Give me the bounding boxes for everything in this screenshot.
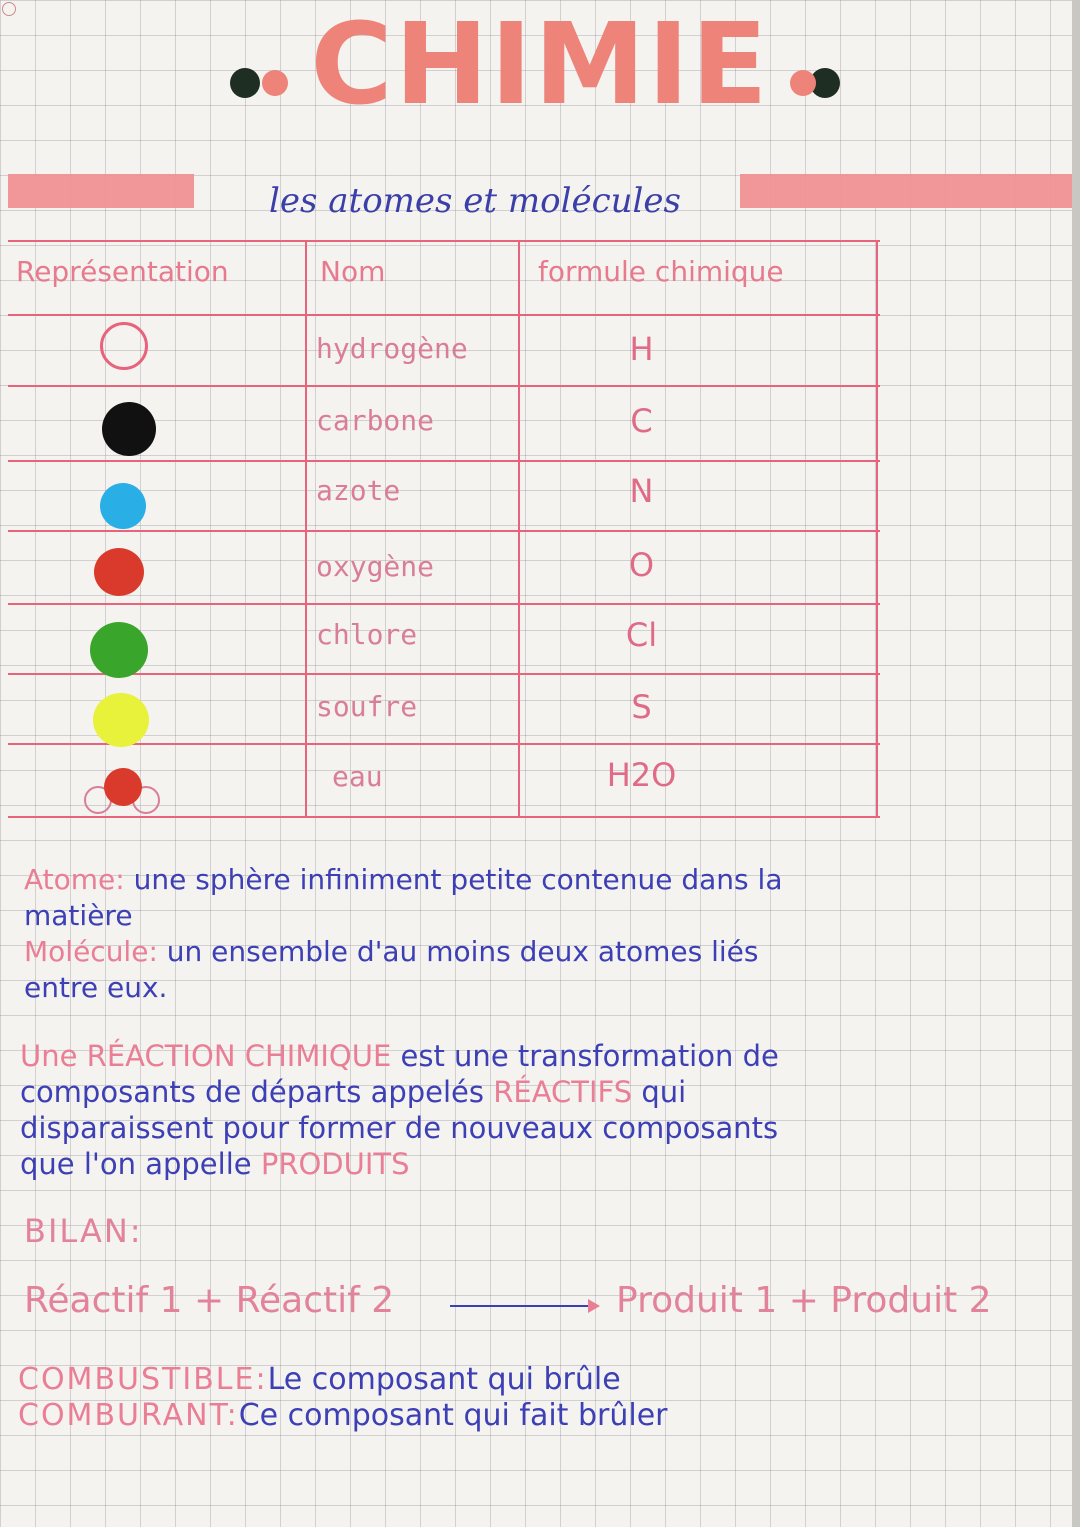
table-border-row <box>8 743 880 745</box>
table-border-row <box>8 460 880 462</box>
equation-reactants: Réactif 1 + Réactif 2 <box>24 1280 395 1321</box>
definition-combustible <box>18 1362 621 1398</box>
reaction-text: composants de départs appelés <box>20 1075 484 1109</box>
equation-products: Produit 1 + Produit 2 <box>616 1280 992 1321</box>
table-cell-formula: H <box>629 330 654 368</box>
definition-term: COMBURANT: <box>18 1398 239 1433</box>
bilan-label: BILAN: <box>24 1212 143 1250</box>
table-cell-name: chlore <box>316 618 418 651</box>
table-cell-formula: C <box>630 402 653 440</box>
arrow-head-icon <box>588 1299 600 1313</box>
table-cell-formula: O <box>628 546 655 584</box>
column-header-name: Nom <box>320 255 386 288</box>
reaction-keyword: RÉACTIFS <box>493 1075 633 1109</box>
definition-text: Ce composant qui fait brûler <box>238 1398 668 1433</box>
table-cell-formula: S <box>631 688 652 726</box>
definition-text: entre eux. <box>24 971 168 1004</box>
table-border-right <box>876 240 878 818</box>
atom-sulfur-icon <box>93 693 149 747</box>
definition-term: COMBUSTIBLE: <box>18 1362 268 1397</box>
definition-atom <box>24 862 782 934</box>
section-subtitle: les atomes et molécules <box>269 181 681 221</box>
column-header-representation: Représentation <box>16 255 229 288</box>
table-border-col <box>305 240 307 818</box>
definition-text: une sphère infiniment petite contenue dans la <box>133 863 783 896</box>
table-border-row <box>8 385 880 387</box>
table-cell-name: carbone <box>316 404 435 437</box>
table-border-col <box>518 240 520 818</box>
corner-mark <box>2 2 16 16</box>
reaction-keyword: PRODUITS <box>260 1147 410 1181</box>
definition-comburant <box>18 1398 667 1434</box>
highlight-band-left <box>8 174 194 208</box>
reaction-text: est une transformation de <box>400 1039 779 1073</box>
atom-oxygen-icon <box>94 548 144 596</box>
table-border-top <box>8 240 880 242</box>
reaction-text: qui <box>641 1075 687 1109</box>
definition-molecule <box>24 934 758 1006</box>
page-edge <box>1072 0 1080 1527</box>
reaction-text: que l'on appelle <box>20 1147 252 1181</box>
atom-carbon-icon <box>102 402 156 456</box>
table-border-row <box>8 314 880 316</box>
column-header-formula: formule chimique <box>538 255 784 288</box>
definition-text: un ensemble d'au moins deux atomes liés <box>166 935 759 968</box>
reaction-keyword: RÉACTION CHIMIQUE <box>86 1039 392 1073</box>
atom-chlorine-icon <box>90 622 148 678</box>
reaction-text: Une <box>20 1039 78 1073</box>
definition-text: matière <box>24 899 133 932</box>
table-cell-formula: Cl <box>625 616 658 654</box>
table-cell-name: azote <box>316 474 401 507</box>
punch-hole-left <box>230 68 260 98</box>
table-border-row <box>8 603 880 605</box>
table-border-row <box>8 530 880 532</box>
page-title: CHIMIE <box>310 0 770 130</box>
atom-hydrogen-icon <box>100 322 148 370</box>
reaction-arrow-icon <box>450 1305 590 1307</box>
highlight-band-right <box>740 174 1072 208</box>
atom-oxygen-small <box>104 768 142 806</box>
table-cell-formula: N <box>629 472 654 510</box>
table-cell-name: eau <box>332 760 383 793</box>
table-cell-name: oxygène <box>316 550 435 583</box>
table-cell-name: hydrogène <box>316 332 468 365</box>
table-cell-name: soufre <box>316 690 418 723</box>
table-border-bottom <box>8 816 880 818</box>
definition-term: Molécule: <box>24 935 158 968</box>
atom-nitrogen-icon <box>100 483 146 529</box>
definition-text: Le composant qui brûle <box>267 1362 621 1397</box>
reaction-text: disparaissent pour former de nouveaux composants <box>20 1111 779 1145</box>
table-border-row <box>8 673 880 675</box>
reaction-paragraph <box>20 1038 1060 1182</box>
table-cell-formula: H2O <box>606 756 677 794</box>
definition-term: Atome: <box>24 863 125 896</box>
